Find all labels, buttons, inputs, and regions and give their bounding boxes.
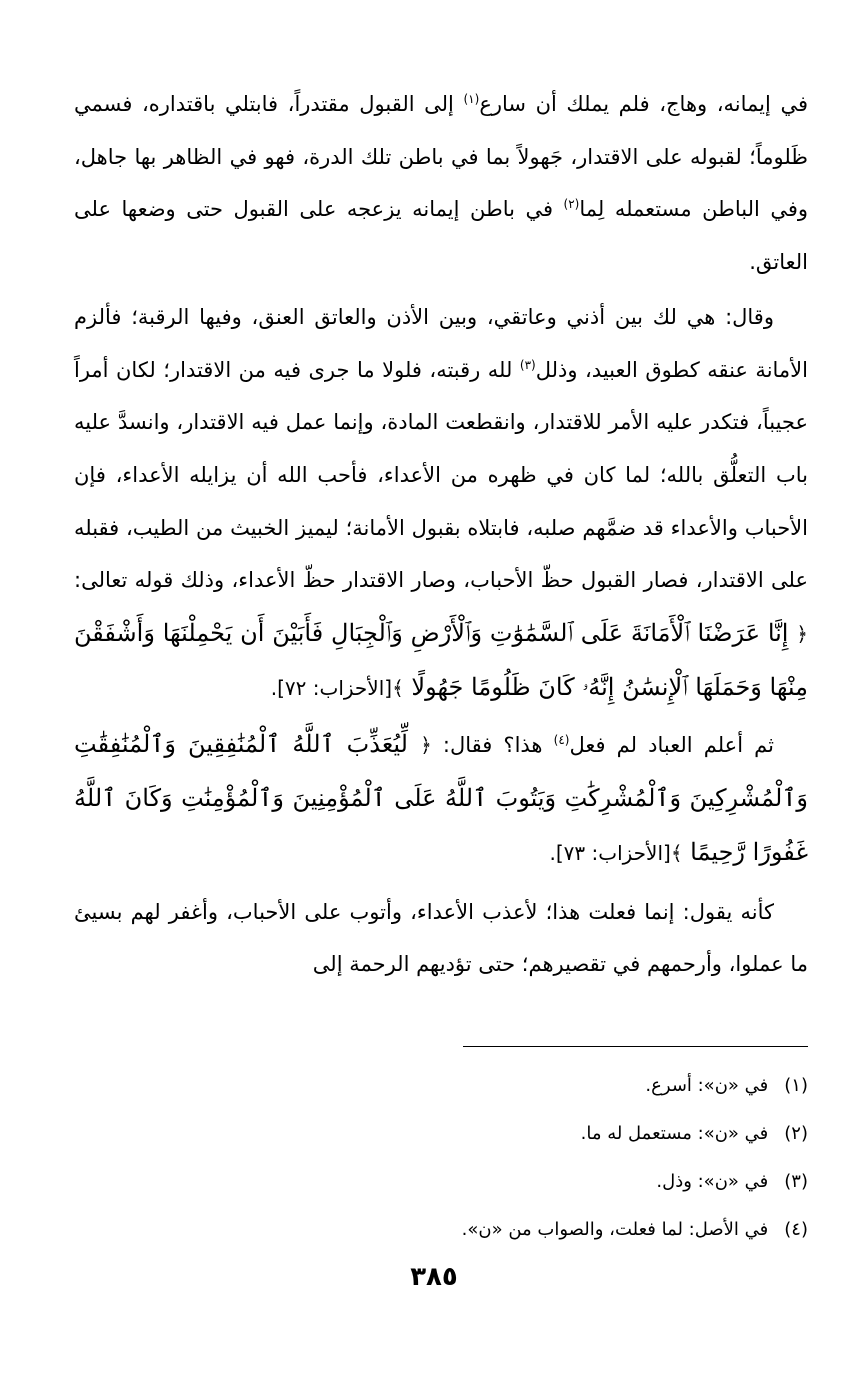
footnote-text: في «ن»: مستعمل له ما. (580, 1123, 769, 1144)
footnote-2 (74, 1110, 808, 1158)
quran-open-bracket: ﴿ (420, 733, 432, 758)
quran-verse: لِّيُعَذِّبَ ٱللَّهُ ٱلْمُنَٰفِقِينَ وَٱلْمُنَٰفِقَٰتِ وَٱلْمُشْرِكِينَ وَٱلْمُشْرِكَٰتِ وَيَتُوبَ ٱللَّهُ عَلَى ٱلْمُؤْمِنِينَ وَٱلْمُؤْمِنَٰتِ وَكَانَ ٱللَّهُ غَفُورًا رَّحِيمًا (74, 730, 808, 866)
footnote-ref-3: (٣) (519, 357, 536, 372)
text-segment: في إيمانه، وهاج، فلم يملك أن سارع (479, 92, 808, 116)
text-segment: وقال: هي لك بين أذني وعاتقي، وبين الأذن والعاتق العنق، وفيها الرقبة؛ فألزم الأمانة عنقه كطوق العبيد، وذلل (74, 304, 808, 382)
footnote-text: في الأصل: لما فعلت، والصواب من «ن». (461, 1219, 769, 1240)
quran-verse: إِنَّا عَرَضْنَا ٱلْأَمَانَةَ عَلَى ٱلسَّمَٰوَٰتِ وَٱلْأَرْضِ وَٱلْجِبَالِ فَأَبَيْنَ أَن يَحْمِلْنَهَا وَأَشْفَقْنَ مِنْهَا وَحَمَلَهَا ٱلْإِنسَٰنُ إِنَّهُۥ كَانَ ظَلُومًا جَهُولًا (74, 619, 808, 701)
footnotes (74, 1062, 808, 1254)
text-segment: في باطن إيمانه يزعجه على القبول حتى وضعها على العاتق. (74, 197, 808, 275)
text-segment: ثم أعلم العباد لم فعل (569, 733, 774, 758)
text-segment: إلى القبول مقتدراً، فابتلي باقتداره، فسمي ظَلوماً؛ لقبوله على الاقتدار، جَهولاً بما في باطن تلك الدرة، فهو في الظاهر بها جاهل، وفي الباطن مستعمله لِما (74, 92, 809, 222)
paragraph-4 (74, 886, 808, 991)
footnote-number: (٤) (784, 1219, 808, 1240)
quran-open-bracket: ﴿ (796, 622, 808, 647)
footnote-text: في «ن»: وذل. (656, 1171, 769, 1192)
text-segment: هذا؟ فقال: (431, 733, 554, 758)
footnote-4 (74, 1206, 808, 1254)
page-number: ٣٨٥ (410, 1262, 458, 1292)
text-segment: لله رقبته، فلولا ما جرى فيه من الاقتدار؛ لكان أمراً عجيباً، فتكدر عليه الأمر للاقتدار، وانقطعت المادة، وإنما عمل فيه الاقتدار، وانسدَّ عليه باب التعلُّق بالله؛ لما كان في ظهره من الأعداء، فأحب الله أن يزايله الأعداء، فإن الأحباب والأعداء قد ضمَّهم صلبه، فابتلاه بقبول الأمانة؛ ليميز الخبيث من الطيب، فقبله على الاقتدار، فصار القبول حظّ الأحباب، وصار الاقتدار حظّ الأعداء، وذلك قوله تعالى: (74, 357, 808, 593)
paragraph-3 (74, 718, 808, 879)
footnote-ref-4: (٤) (553, 733, 570, 748)
footnote-number: (٢) (784, 1123, 808, 1144)
footnote-1 (74, 1062, 808, 1110)
footnote-text: في «ن»: أسرع. (645, 1075, 769, 1096)
paragraph-1 (74, 78, 808, 289)
quran-close-bracket: ﴾ (670, 840, 683, 865)
text-segment: كأنه يقول: إنما فعلت هذا؛ لأعذب الأعداء، وأتوب على الأحباب، وأغفر لهم بسيئ ما عملوا، وأرحمهم في تقصيرهم؛ حتى تؤديهم الرحمة إلى (74, 899, 808, 977)
footnote-number: (٣) (784, 1171, 808, 1192)
footnote-ref-2: (٢) (563, 197, 580, 212)
verse-reference: [الأحزاب: ٧٣]. (549, 840, 671, 865)
paragraph-2 (74, 291, 808, 715)
verse-reference: [الأحزاب: ٧٢]. (270, 675, 393, 700)
footnote-3 (74, 1158, 808, 1206)
quran-close-bracket: ﴾ (392, 675, 404, 700)
footnote-divider (463, 1046, 808, 1047)
main-text (74, 78, 808, 991)
footnote-number: (١) (784, 1075, 808, 1096)
footnote-ref-1: (١) (463, 92, 480, 106)
